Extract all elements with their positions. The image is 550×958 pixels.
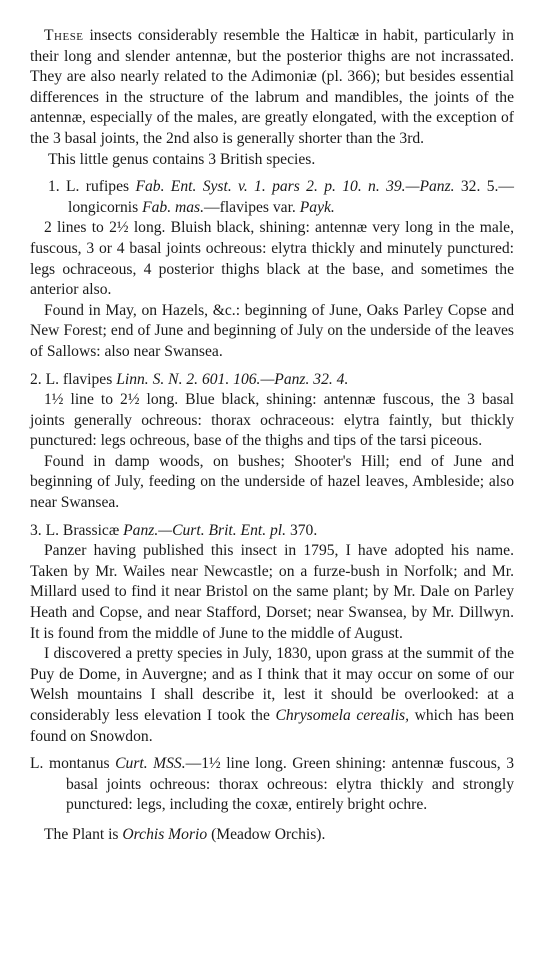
intro-text: insects considerably resemble the Halticæ in habit, particularly in their long and slender antennæ, but the posterior thighs are not incrassated. They are also nearly related to the Adimoniæ (pl. 366); but besides essential differences in the structure of the labrum and mandibles, the joints of the antennæ, especially of the males, are greatly elongated, with the exception of the 3 basal joints, the 2nd also is generally shorter than the 3rd. xyxy=(30,27,514,147)
genus-note: This little genus contains 3 British species. xyxy=(48,150,316,168)
species-2-description: 1½ line to 2½ long. Blue black, shining: antennæ fuscous, the 3 basal joints generally ochreous: thorax ochraceous: elytra faintly, but thickly punctured: legs ochreous, base of the thighs and tips of the tarsi piceous. xyxy=(30,391,514,450)
species-3-heading: 3. L. Brassicæ Panz.—Curt. Brit. Ent. pl. 370. xyxy=(30,521,318,539)
species-1-name: 1. L. rufipes xyxy=(48,178,130,196)
species-2-heading xyxy=(30,370,514,391)
species-1-heading: 1. L. rufipes Fab. Ent. Syst. v. 1. pars 2. p. 10. n. 39.—Panz. 32. 5.—longicornis Fab. mas.—flavipes var. Payk. xyxy=(48,178,514,216)
montanus-entry xyxy=(30,754,514,816)
species-2-habitat: Found in damp woods, on bushes; Shooter's Hill; end of June and beginning of July, feeding on the underside of hazel leaves, Ambleside; also near Swansea. xyxy=(30,452,514,512)
montanus-name: L. montanus xyxy=(30,755,110,773)
species-3-discovery: I discovered a pretty species in July, 1830, upon grass at the summit of the Puy de Dome, in Auvergne; and as I think that it may occur on some of our Welsh mountains I shall describe it, lest it should be overlooked: at a considerably less elevation I took the Chrysomela cerealis, which has been found on Snowdon. xyxy=(30,645,514,745)
species-3-history: Panzer having published this insect in 1795, I have adopted his name. Taken by Mr. Wailes near Newcastle; on a furze-bush in Norfolk; and Mr. Millard used to find it near Bristol on the same plant; by Mr. Dale on Parley Heath and Copse, and near Stafford, Dorset; near Swansea, by Mr. Dillwyn. It is found from the middle of June to the middle of August. xyxy=(30,542,514,642)
plant-note: The Plant is Orchis Morio (Meadow Orchis). xyxy=(44,825,326,843)
montanus-reference: Curt. MSS. xyxy=(115,755,186,773)
lead-word: These xyxy=(44,27,84,44)
plant-name: Orchis Morio xyxy=(122,825,208,843)
species-3-reference: Panz.—Curt. Brit. Ent. pl. xyxy=(123,521,287,539)
species-1-reference: Fab. Ent. Syst. v. 1. pars 2. p. 10. n. 39.—Panz. xyxy=(135,178,455,196)
species-1-description: 2 lines to 2½ long. Bluish black, shining: antennæ very long in the male, fuscous, 3 or 4 basal joints ochreous: elytra thickly and minutely punctured: legs ochraceous, 4 posterior thighs black at the base, and sometimes the anterior also. xyxy=(30,219,514,299)
species-3-name: 3. L. Brassicæ xyxy=(30,521,120,539)
species-1-habitat: Found in May, on Hazels, &c.: beginning of June, Oaks Parley Copse and New Forest; end of June and beginning of July on the underside of the leaves of Sallows: also near Swansea. xyxy=(30,301,514,360)
species-2-reference: Linn. S. N. 2. 601. 106.—Panz. 32. 4. xyxy=(116,370,349,388)
intro-paragraph xyxy=(30,26,514,150)
montanus-description: —1½ line long. Green shining: antennæ fuscous, 3 basal joints ochreous: thorax ochreous: elytra thickly and strongly punctured: legs, including the coxæ, entirely bright ochre. xyxy=(66,755,514,814)
species-2-name: 2. L. flavipes xyxy=(30,370,113,388)
